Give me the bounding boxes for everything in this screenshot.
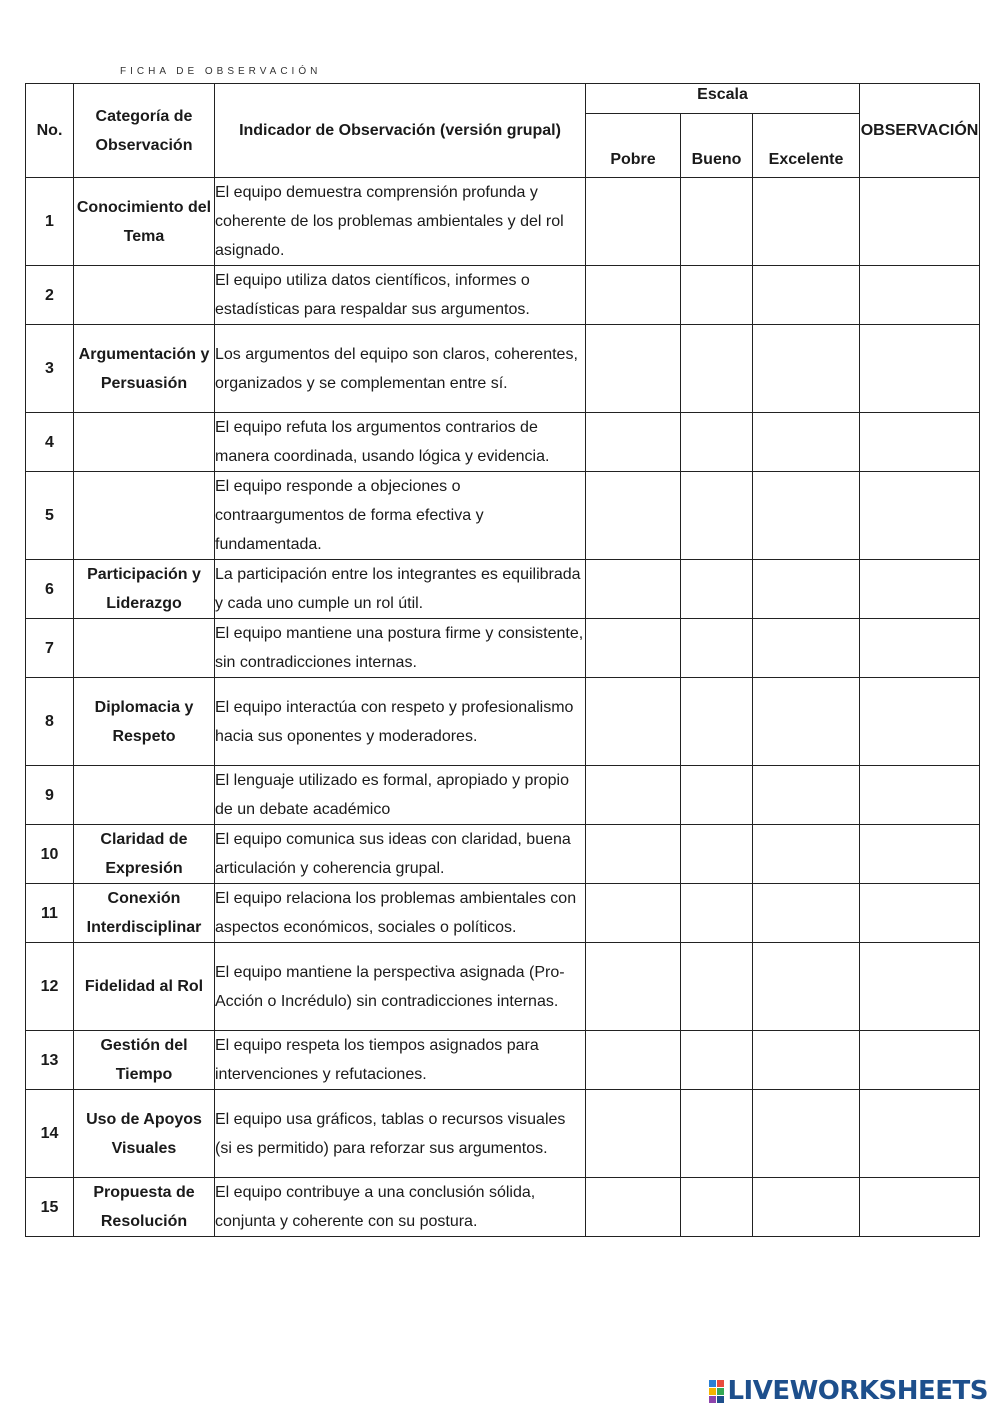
table-row (26, 619, 980, 678)
row-indicator: El equipo demuestra comprensión profunda y coherente de los problemas ambientales y del rol asignado. (215, 178, 586, 266)
cell-poor[interactable] (586, 1178, 681, 1237)
observation-table (25, 83, 980, 1237)
table-row (26, 560, 980, 619)
cell-poor[interactable] (586, 825, 681, 884)
row-category: Diplomacia y Respeto (74, 678, 215, 766)
table-row (26, 1031, 980, 1090)
row-number: 14 (26, 1090, 74, 1178)
cell-excellent[interactable] (753, 943, 860, 1031)
header-indicator: Indicador de Observación (versión grupal) (215, 84, 586, 178)
row-number: 11 (26, 884, 74, 943)
header-no: No. (26, 84, 74, 178)
cell-observation[interactable] (860, 943, 980, 1031)
cell-observation[interactable] (860, 413, 980, 472)
table-row (26, 178, 980, 266)
cell-observation[interactable] (860, 766, 980, 825)
table-row (26, 884, 980, 943)
row-number: 5 (26, 472, 74, 560)
row-number: 7 (26, 619, 74, 678)
table-row (26, 325, 980, 413)
table-row (26, 413, 980, 472)
cell-observation[interactable] (860, 178, 980, 266)
cell-excellent[interactable] (753, 825, 860, 884)
header-poor: Pobre (586, 114, 681, 178)
table-row (26, 266, 980, 325)
row-category (74, 266, 215, 325)
cell-excellent[interactable] (753, 619, 860, 678)
table-row (26, 1178, 980, 1237)
table-row (26, 678, 980, 766)
row-number: 15 (26, 1178, 74, 1237)
row-indicator: El equipo responde a objeciones o contraargumentos de forma efectiva y fundamentada. (215, 472, 586, 560)
cell-good[interactable] (681, 472, 753, 560)
cell-observation[interactable] (860, 619, 980, 678)
cell-excellent[interactable] (753, 1031, 860, 1090)
cell-excellent[interactable] (753, 884, 860, 943)
row-indicator: El equipo relaciona los problemas ambientales con aspectos económicos, sociales o políticos. (215, 884, 586, 943)
row-category: Gestión del Tiempo (74, 1031, 215, 1090)
cell-poor[interactable] (586, 560, 681, 619)
cell-good[interactable] (681, 619, 753, 678)
cell-observation[interactable] (860, 1178, 980, 1237)
cell-observation[interactable] (860, 1031, 980, 1090)
header-category: Categoría de Observación (74, 84, 215, 178)
cell-observation[interactable] (860, 266, 980, 325)
cell-good[interactable] (681, 1178, 753, 1237)
cell-poor[interactable] (586, 766, 681, 825)
cell-observation[interactable] (860, 325, 980, 413)
row-category (74, 619, 215, 678)
table-row (26, 766, 980, 825)
cell-good[interactable] (681, 178, 753, 266)
table-row (26, 943, 980, 1031)
row-indicator: El equipo respeta los tiempos asignados para intervenciones y refutaciones. (215, 1031, 586, 1090)
row-indicator: Los argumentos del equipo son claros, coherentes, organizados y se complementan entre sí. (215, 325, 586, 413)
row-indicator: El equipo utiliza datos científicos, informes o estadísticas para respaldar sus argumentos. (215, 266, 586, 325)
row-indicator: El equipo mantiene una postura firme y consistente, sin contradicciones internas. (215, 619, 586, 678)
row-indicator: El equipo refuta los argumentos contrarios de manera coordinada, usando lógica y evidencia. (215, 413, 586, 472)
cell-excellent[interactable] (753, 266, 860, 325)
cell-excellent[interactable] (753, 678, 860, 766)
cell-excellent[interactable] (753, 766, 860, 825)
cell-good[interactable] (681, 825, 753, 884)
cell-observation[interactable] (860, 560, 980, 619)
row-number: 4 (26, 413, 74, 472)
cell-good[interactable] (681, 413, 753, 472)
row-indicator: El equipo interactúa con respeto y profesionalismo hacia sus oponentes y moderadores. (215, 678, 586, 766)
row-indicator: La participación entre los integrantes es equilibrada y cada uno cumple un rol útil. (215, 560, 586, 619)
row-number: 2 (26, 266, 74, 325)
cell-good[interactable] (681, 884, 753, 943)
cell-poor[interactable] (586, 413, 681, 472)
cell-good[interactable] (681, 266, 753, 325)
row-category: Conexión Interdisciplinar (74, 884, 215, 943)
cell-excellent[interactable] (753, 560, 860, 619)
header-observation: OBSERVACIÓN (860, 84, 980, 178)
cell-good[interactable] (681, 560, 753, 619)
cell-observation[interactable] (860, 678, 980, 766)
cell-poor[interactable] (586, 943, 681, 1031)
header-scale: Escala (586, 84, 860, 114)
cell-observation[interactable] (860, 884, 980, 943)
row-number: 12 (26, 943, 74, 1031)
header-good: Bueno (681, 114, 753, 178)
table-row (26, 472, 980, 560)
cell-poor[interactable] (586, 1031, 681, 1090)
cell-good[interactable] (681, 943, 753, 1031)
cell-excellent[interactable] (753, 178, 860, 266)
row-category (74, 413, 215, 472)
row-indicator: El equipo usa gráficos, tablas o recursos visuales (si es permitido) para reforzar sus argumentos. (215, 1090, 586, 1178)
cell-observation[interactable] (860, 1090, 980, 1178)
row-number: 8 (26, 678, 74, 766)
row-category: Propuesta de Resolución (74, 1178, 215, 1237)
row-indicator: El lenguaje utilizado es formal, apropiado y propio de un debate académico (215, 766, 586, 825)
cell-excellent[interactable] (753, 413, 860, 472)
cell-good[interactable] (681, 678, 753, 766)
row-number: 1 (26, 178, 74, 266)
cell-poor[interactable] (586, 178, 681, 266)
row-indicator: El equipo contribuye a una conclusión sólida, conjunta y coherente con su postura. (215, 1178, 586, 1237)
row-number: 13 (26, 1031, 74, 1090)
logo-text: LIVEWORKSHEETS (727, 1376, 988, 1406)
cell-good[interactable] (681, 1090, 753, 1178)
cell-excellent[interactable] (753, 325, 860, 413)
row-indicator: El equipo mantiene la perspectiva asignada (Pro-Acción o Incrédulo) sin contradicciones internas. (215, 943, 586, 1031)
row-number: 10 (26, 825, 74, 884)
row-category: Claridad de Expresión (74, 825, 215, 884)
row-number: 6 (26, 560, 74, 619)
row-category (74, 472, 215, 560)
cell-poor[interactable] (586, 1090, 681, 1178)
row-category (74, 766, 215, 825)
row-category: Fidelidad al Rol (74, 943, 215, 1031)
cell-excellent[interactable] (753, 1090, 860, 1178)
cell-poor[interactable] (586, 678, 681, 766)
document-title: FICHA DE OBSERVACIÓN (120, 66, 322, 77)
row-category: Participación y Liderazgo (74, 560, 215, 619)
cell-observation[interactable] (860, 472, 980, 560)
liveworksheets-logo[interactable] (709, 1376, 988, 1406)
row-indicator: El equipo comunica sus ideas con claridad, buena articulación y coherencia grupal. (215, 825, 586, 884)
header-excellent: Excelente (753, 114, 860, 178)
table-row (26, 1090, 980, 1178)
cell-poor[interactable] (586, 266, 681, 325)
cell-observation[interactable] (860, 825, 980, 884)
cell-excellent[interactable] (753, 1178, 860, 1237)
logo-blocks-icon (709, 1380, 724, 1403)
row-number: 9 (26, 766, 74, 825)
cell-poor[interactable] (586, 325, 681, 413)
row-number: 3 (26, 325, 74, 413)
row-category: Argumentación y Persuasión (74, 325, 215, 413)
cell-good[interactable] (681, 766, 753, 825)
table-row (26, 825, 980, 884)
row-category: Conocimiento del Tema (74, 178, 215, 266)
row-category: Uso de Apoyos Visuales (74, 1090, 215, 1178)
cell-poor[interactable] (586, 619, 681, 678)
cell-good[interactable] (681, 325, 753, 413)
cell-poor[interactable] (586, 884, 681, 943)
cell-good[interactable] (681, 1031, 753, 1090)
cell-excellent[interactable] (753, 472, 860, 560)
cell-poor[interactable] (586, 472, 681, 560)
